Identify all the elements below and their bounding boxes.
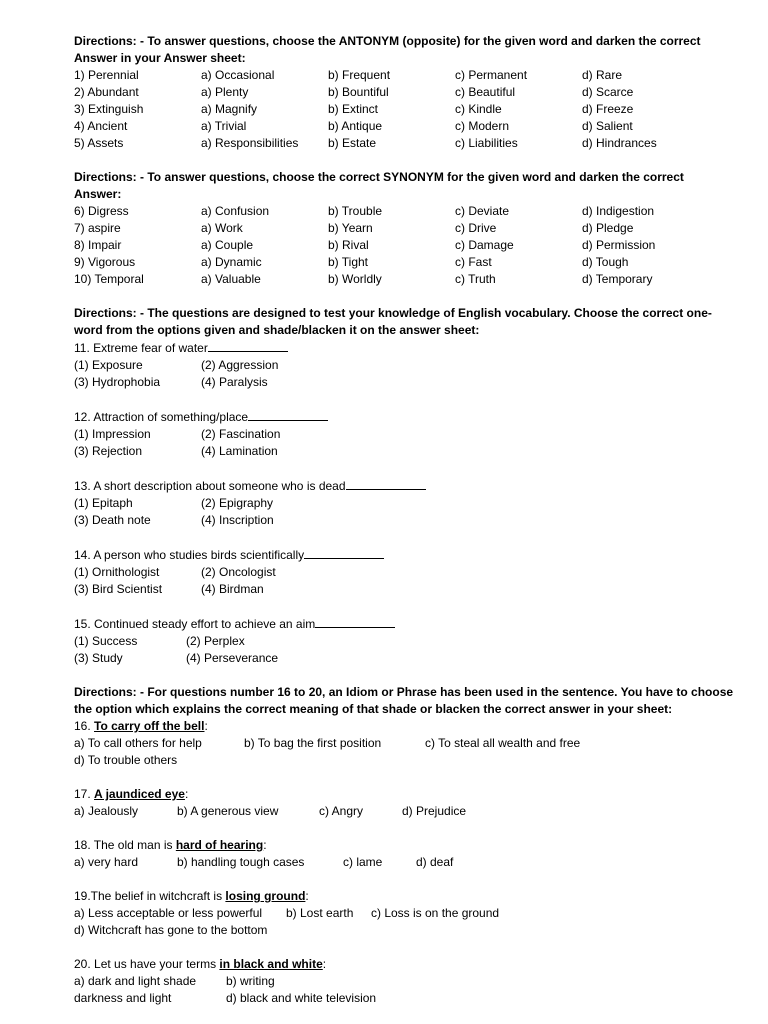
question-punct: : — [305, 889, 309, 903]
question-text: 14. A person who studies birds scientifically — [74, 548, 305, 562]
options-row-2 — [74, 650, 734, 667]
one-word-question-15 — [74, 615, 734, 667]
antonym-directions-line-2: Answer in your Answer sheet: — [74, 51, 246, 65]
option-1[interactable]: (1) Impression — [74, 427, 151, 441]
idiom-section — [74, 684, 734, 1007]
question-16-stem — [74, 718, 734, 735]
options-row-1 — [74, 564, 734, 581]
option-a[interactable]: a) To call others for help — [74, 736, 202, 750]
option-a[interactable]: a) Magnify — [201, 102, 258, 116]
option-c[interactable]: c) Kindle — [455, 102, 502, 116]
option-d[interactable]: d) Pledge — [582, 221, 634, 235]
option-b[interactable]: b) Bountiful — [328, 85, 389, 99]
option-a[interactable]: a) Valuable — [201, 272, 261, 286]
answer-blank — [304, 546, 384, 559]
option-3[interactable]: (3) Death note — [74, 513, 151, 527]
option-d[interactable]: d) Rare — [582, 68, 623, 82]
option-d[interactable]: d) Permission — [582, 238, 656, 252]
option-4[interactable]: (4) Perseverance — [186, 651, 279, 665]
option-3[interactable]: (3) Rejection — [74, 444, 143, 458]
question-17-stem — [74, 786, 734, 803]
spacer — [74, 391, 734, 408]
option-c[interactable]: c) Damage — [455, 238, 514, 252]
synonym-directions — [74, 169, 734, 203]
option-c[interactable]: c) Angry — [319, 804, 364, 818]
option-c[interactable]: c) Beautiful — [455, 85, 516, 99]
one-word-question-11 — [74, 339, 734, 391]
option-d[interactable]: d) Witchcraft has gone to the bottom — [74, 923, 268, 937]
option-3[interactable]: (3) Study — [74, 651, 123, 665]
option-d[interactable]: d) Scarce — [582, 85, 634, 99]
question-16-options-2 — [74, 752, 734, 769]
question-stem — [74, 339, 734, 357]
option-b[interactable]: b) Extinct — [328, 102, 379, 116]
one-word-section — [74, 305, 734, 684]
question-word: 5) Assets — [74, 136, 124, 150]
question-text: 13. A short description about someone who is dead — [74, 479, 346, 493]
antonym-question-row — [74, 135, 734, 152]
option-c[interactable]: c) Liabilities — [455, 136, 518, 150]
question-text: 12. Attraction of something/place — [74, 410, 249, 424]
option-b[interactable]: b) Worldly — [328, 272, 382, 286]
question-18-stem — [74, 837, 734, 854]
option-a[interactable]: a) Responsibilities — [201, 136, 299, 150]
option-a[interactable]: a) Plenty — [201, 85, 249, 99]
question-number: 19.The belief in witchcraft is — [74, 889, 226, 903]
antonym-question-row — [74, 84, 734, 101]
question-stem — [74, 408, 734, 426]
spacer — [74, 460, 734, 477]
option-b[interactable]: b) A generous view — [177, 804, 279, 818]
idiom-phrase: in black and white — [219, 957, 323, 971]
question-20-stem — [74, 956, 734, 973]
option-d[interactable]: d) Temporary — [582, 272, 653, 286]
question-20-options — [74, 973, 734, 990]
option-c[interactable]: c) Permanent — [455, 68, 528, 82]
question-stem — [74, 615, 734, 633]
option-a[interactable]: a) Jealously — [74, 804, 139, 818]
option-a[interactable]: a) Confusion — [201, 204, 270, 218]
option-c[interactable]: c) Loss is on the ground — [371, 906, 500, 920]
option-3[interactable]: (3) Bird Scientist — [74, 582, 163, 596]
option-a[interactable]: a) Work — [201, 221, 243, 235]
option-d[interactable]: d) To trouble others — [74, 753, 178, 767]
answer-blank — [315, 615, 395, 628]
idiom-directions — [74, 684, 734, 718]
option-b[interactable]: b) Rival — [328, 238, 369, 252]
options-row-1 — [74, 633, 734, 650]
option-1[interactable]: (1) Exposure — [74, 358, 143, 372]
option-a[interactable]: a) Occasional — [201, 68, 275, 82]
option-1[interactable]: (1) Success — [74, 634, 138, 648]
options-row-1 — [74, 357, 734, 374]
antonym-question-row — [74, 67, 734, 84]
question-18 — [74, 837, 734, 871]
answer-blank — [248, 408, 328, 421]
option-c[interactable]: c) lame — [343, 855, 383, 869]
question-number: 20. Let us have your terms — [74, 957, 220, 971]
option-4[interactable]: (4) Lamination — [201, 444, 278, 458]
antonym-directions — [74, 33, 734, 67]
option-b[interactable]: b) Frequent — [328, 68, 391, 82]
spacer — [74, 598, 734, 615]
option-d[interactable]: d) Hindrances — [582, 136, 657, 150]
synonym-section — [74, 169, 734, 288]
one-word-question-12 — [74, 408, 734, 460]
question-text: 11. Extreme fear of water — [74, 341, 208, 355]
synonym-question-row — [74, 271, 734, 288]
option-c[interactable]: c) Truth — [455, 272, 496, 286]
option-b[interactable]: b) Yearn — [328, 221, 373, 235]
option-b[interactable]: b) writing — [226, 974, 275, 988]
option-4[interactable]: (4) Birdman — [201, 582, 264, 596]
synonym-question-row — [74, 254, 734, 271]
question-word: 4) Ancient — [74, 119, 128, 133]
idiom-directions-line-1: Directions: - For questions number 16 to 20, an Idiom or Phrase has been used in the sentence. You have to choose — [74, 685, 734, 699]
option-b[interactable]: b) handling tough cases — [177, 855, 305, 869]
question-word: 2) Abundant — [74, 85, 139, 99]
option-b[interactable]: b) To bag the first position — [244, 736, 382, 750]
question-punct: : — [263, 838, 267, 852]
option-c[interactable]: c) Drive — [455, 221, 497, 235]
option-c[interactable]: c) Modern — [455, 119, 510, 133]
question-punct: : — [184, 787, 189, 801]
option-d[interactable]: d) Tough — [582, 255, 629, 269]
option-d[interactable]: d) Prejudice — [402, 804, 467, 818]
synonym-question-list — [74, 203, 734, 288]
option-2[interactable]: (2) Fascination — [201, 427, 281, 441]
option-c[interactable]: c) To steal all wealth and free — [425, 736, 581, 750]
one-word-directions-line-1: Directions: - The questions are designed to test your knowledge of English vocabulary. Choose the correct one- — [74, 306, 712, 320]
option-d[interactable]: d) deaf — [416, 855, 454, 869]
antonym-directions-line-1: Directions: - To answer questions, choose the ANTONYM (opposite) for the given word and darken the correct — [74, 34, 701, 48]
question-16-options — [74, 735, 734, 752]
idiom-phrase: A jaundiced eye — [94, 787, 185, 801]
synonym-question-row — [74, 237, 734, 254]
question-19-options — [74, 905, 734, 922]
question-word: 7) aspire — [74, 221, 121, 235]
option-a-continued[interactable]: darkness and light — [74, 991, 172, 1005]
idiom-phrase: To carry off the bell — [94, 719, 205, 733]
option-a[interactable]: a) Less acceptable or less powerful — [74, 906, 263, 920]
antonym-question-row — [74, 118, 734, 135]
idiom-phrase: hard of hearing — [175, 838, 264, 852]
idiom-directions-line-2: the option which explains the correct meaning of that shade or blacken the correct answer in your sheet: — [74, 702, 673, 716]
options-row-1 — [74, 495, 734, 512]
option-c[interactable]: c) Deviate — [455, 204, 510, 218]
antonym-section — [74, 33, 734, 152]
question-stem — [74, 477, 734, 495]
worksheet — [74, 33, 734, 1007]
question-17 — [74, 786, 734, 820]
question-20-options-2 — [74, 990, 734, 1007]
options-row-2 — [74, 581, 734, 598]
option-2[interactable]: (2) Perplex — [186, 634, 245, 648]
options-row-2 — [74, 512, 734, 529]
idiom-phrase: losing ground — [225, 889, 306, 903]
one-word-directions — [74, 305, 734, 339]
option-a[interactable]: a) Couple — [201, 238, 254, 252]
question-word: 9) Vigorous — [74, 255, 136, 269]
option-b[interactable]: b) Antique — [328, 119, 383, 133]
option-b[interactable]: b) Tight — [328, 255, 369, 269]
question-word: 6) Digress — [74, 204, 129, 218]
option-4[interactable]: (4) Paralysis — [201, 375, 268, 389]
question-19-stem — [74, 888, 734, 905]
question-punct: : — [204, 719, 208, 733]
option-2[interactable]: (2) Epigraphy — [201, 496, 274, 510]
option-2[interactable]: (2) Aggression — [201, 358, 279, 372]
spacer — [74, 529, 734, 546]
option-d[interactable]: d) Salient — [582, 119, 633, 133]
question-stem — [74, 546, 734, 564]
one-word-question-13 — [74, 477, 734, 529]
question-19-options-2 — [74, 922, 734, 939]
synonym-directions-line-1: Directions: - To answer questions, choose the correct SYNONYM for the given word and darken the correct — [74, 170, 684, 184]
spacer — [74, 667, 734, 684]
option-d[interactable]: d) Freeze — [582, 102, 634, 116]
one-word-question-14 — [74, 546, 734, 598]
option-d[interactable]: d) Indigestion — [582, 204, 655, 218]
question-number: 18. The old man is — [74, 838, 176, 852]
option-d[interactable]: d) black and white television — [226, 991, 377, 1005]
option-2[interactable]: (2) Oncologist — [201, 565, 276, 579]
question-17-options — [74, 803, 734, 820]
one-word-directions-line-2: word from the options given and shade/blacken it on the answer sheet: — [74, 323, 480, 337]
question-text: 15. Continued steady effort to achieve an aim — [74, 617, 316, 631]
question-word: 10) Temporal — [74, 272, 144, 286]
question-19 — [74, 888, 734, 939]
option-a[interactable]: a) dark and light shade — [74, 974, 197, 988]
antonym-question-list — [74, 67, 734, 152]
option-a[interactable]: a) Dynamic — [201, 255, 262, 269]
option-c[interactable]: c) Fast — [455, 255, 492, 269]
option-3[interactable]: (3) Hydrophobia — [74, 375, 161, 389]
option-1[interactable]: (1) Epitaph — [74, 496, 133, 510]
synonym-directions-line-2: Answer: — [74, 187, 122, 201]
question-number: 16. — [74, 719, 95, 733]
question-18-options — [74, 854, 734, 871]
answer-blank — [208, 339, 288, 352]
question-word: 3) Extinguish — [74, 102, 144, 116]
options-row-2 — [74, 443, 734, 460]
option-b[interactable]: b) Lost earth — [286, 906, 354, 920]
option-b[interactable]: b) Estate — [328, 136, 377, 150]
synonym-question-row — [74, 220, 734, 237]
question-word: 8) Impair — [74, 238, 122, 252]
one-word-question-list — [74, 339, 734, 684]
question-number: 17. — [74, 787, 95, 801]
question-punct: : — [322, 957, 327, 971]
synonym-question-row — [74, 203, 734, 220]
options-row-2 — [74, 374, 734, 391]
option-a[interactable]: a) Trivial — [201, 119, 247, 133]
options-row-1 — [74, 426, 734, 443]
question-word: 1) Perennial — [74, 68, 139, 82]
option-b[interactable]: b) Trouble — [328, 204, 383, 218]
question-20 — [74, 956, 734, 1007]
answer-blank — [346, 477, 426, 490]
option-a[interactable]: a) very hard — [74, 855, 139, 869]
question-16 — [74, 718, 734, 769]
option-1[interactable]: (1) Ornithologist — [74, 565, 160, 579]
option-4[interactable]: (4) Inscription — [201, 513, 274, 527]
antonym-question-row — [74, 101, 734, 118]
